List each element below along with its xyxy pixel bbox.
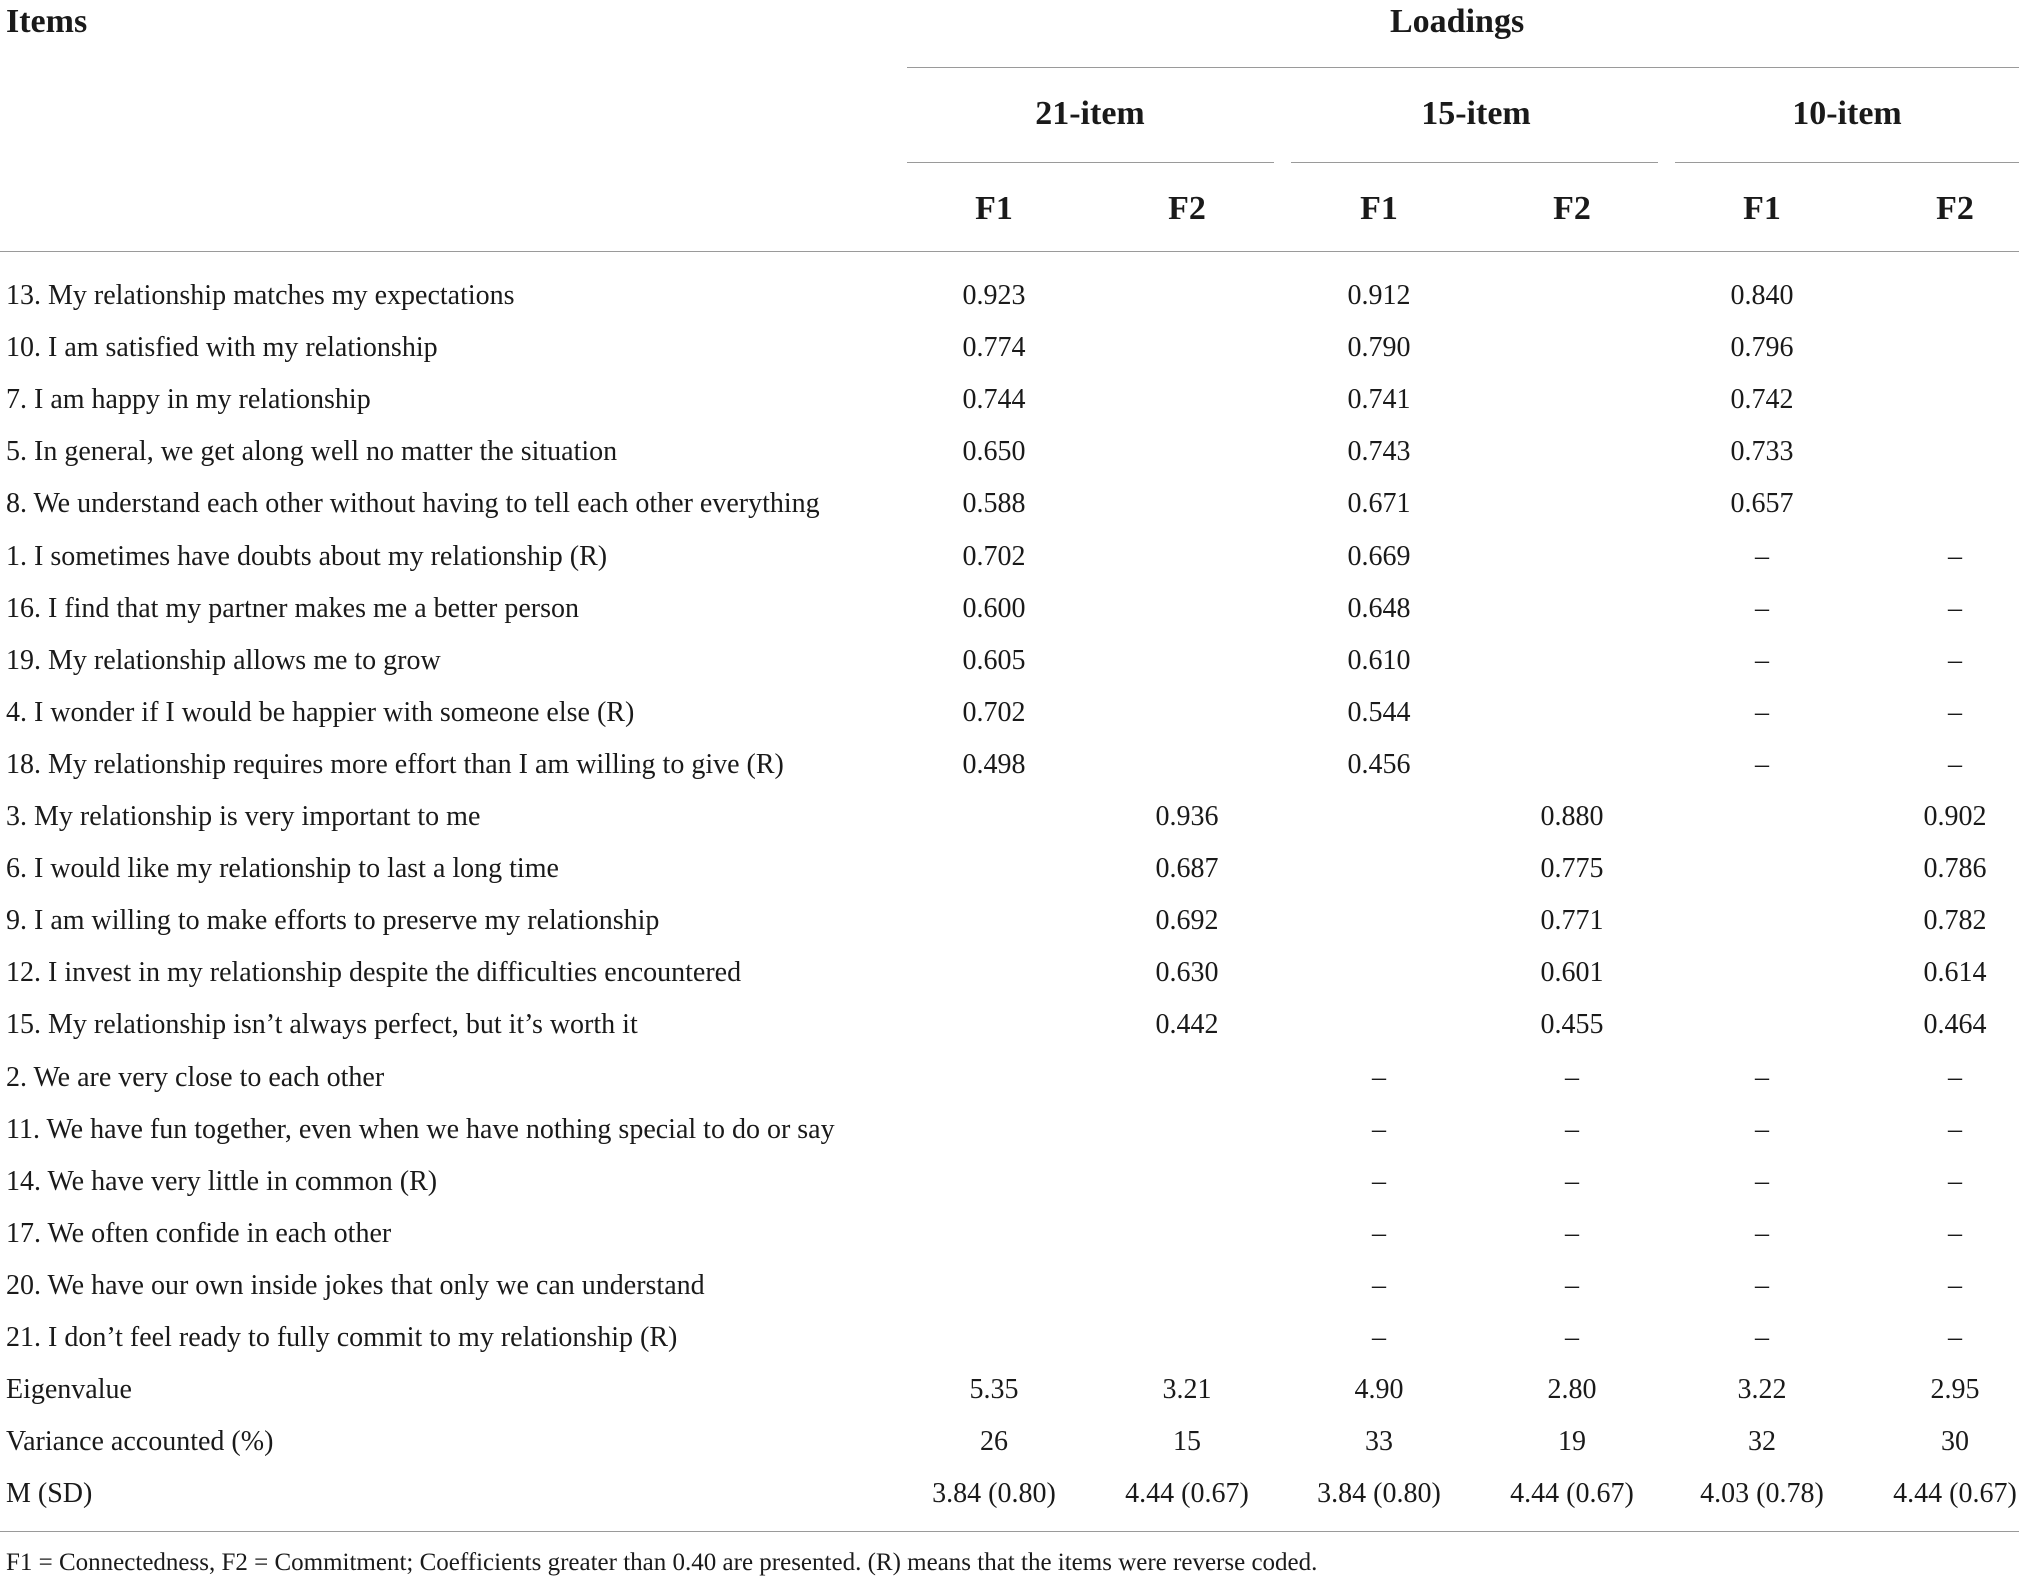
loading-cell: –	[1565, 1270, 1579, 1301]
row-label: 6. I would like my relationship to last a long time	[6, 853, 559, 884]
loading-cell: 2.95	[1930, 1374, 1980, 1405]
loading-cell: 26	[980, 1426, 1008, 1457]
factor-header-15-f1: F1	[1360, 190, 1398, 227]
row-label: 17. We often confide in each other	[6, 1218, 392, 1249]
loading-cell: –	[1565, 1062, 1579, 1093]
loading-cell: 4.44 (0.67)	[1893, 1478, 2017, 1509]
loading-cell: 0.610	[1347, 645, 1411, 676]
row-label: 11. We have fun together, even when we have nothing special to do or say	[6, 1114, 835, 1145]
row-label: M (SD)	[6, 1478, 93, 1509]
loading-cell: –	[1948, 1322, 1962, 1353]
loading-cell: 0.588	[962, 488, 1026, 519]
loading-cell: 0.692	[1155, 905, 1219, 936]
loading-cell: 0.902	[1923, 801, 1987, 832]
loading-cell: –	[1948, 1114, 1962, 1145]
row-label: Variance accounted (%)	[6, 1426, 274, 1457]
loading-cell: –	[1755, 541, 1769, 572]
loading-cell: 33	[1365, 1426, 1393, 1457]
loading-cell: –	[1565, 1114, 1579, 1145]
loading-cell: 0.650	[962, 436, 1026, 467]
loading-cell: 0.790	[1347, 332, 1411, 363]
loading-cell: 15	[1173, 1426, 1201, 1457]
loading-cell: 0.687	[1155, 853, 1219, 884]
factor-header-15-f2: F2	[1553, 190, 1591, 227]
loading-cell: –	[1755, 645, 1769, 676]
row-label: 13. My relationship matches my expectations	[6, 280, 515, 311]
loading-cell: 0.657	[1730, 488, 1794, 519]
loading-cell: 0.880	[1540, 801, 1604, 832]
factor-header-21-f1: F1	[975, 190, 1013, 227]
group-header-21-item: 21-item	[1035, 95, 1145, 132]
loading-cell: –	[1948, 1062, 1962, 1093]
row-label: 7. I am happy in my relationship	[6, 384, 371, 415]
group-header-10-item: 10-item	[1792, 95, 1902, 132]
row-label: 4. I wonder if I would be happier with someone else (R)	[6, 697, 635, 728]
row-label: 1. I sometimes have doubts about my relationship (R)	[6, 541, 608, 572]
row-label: 20. We have our own inside jokes that only we can understand	[6, 1270, 705, 1301]
loading-cell: 0.669	[1347, 541, 1411, 572]
row-label: 2. We are very close to each other	[6, 1062, 385, 1093]
loading-cell: –	[1755, 1218, 1769, 1249]
row-label: 5. In general, we get along well no matter the situation	[6, 436, 618, 467]
loading-cell: 0.744	[962, 384, 1026, 415]
loading-cell: 0.605	[962, 645, 1026, 676]
loading-cell: –	[1755, 1270, 1769, 1301]
factor-header-10-f1: F1	[1743, 190, 1781, 227]
loadings-rule	[907, 67, 2019, 68]
loading-cell: 0.743	[1347, 436, 1411, 467]
loading-cell: –	[1948, 1218, 1962, 1249]
loading-cell: 0.601	[1540, 957, 1604, 988]
row-label: 12. I invest in my relationship despite the difficulties encountered	[6, 957, 742, 988]
row-label: 18. My relationship requires more effort than I am willing to give (R)	[6, 749, 784, 780]
loading-cell: 0.544	[1347, 697, 1411, 728]
loading-cell: 0.648	[1347, 593, 1411, 624]
loading-cell: –	[1372, 1114, 1386, 1145]
row-label: 9. I am willing to make efforts to preserve my relationship	[6, 905, 660, 936]
loading-cell: 32	[1748, 1426, 1776, 1457]
loading-cell: –	[1755, 697, 1769, 728]
loading-cell: –	[1372, 1270, 1386, 1301]
loading-cell: 0.733	[1730, 436, 1794, 467]
loading-cell: –	[1948, 697, 1962, 728]
loading-cell: 0.774	[962, 332, 1026, 363]
factor-header-21-f2: F2	[1168, 190, 1206, 227]
loading-cell: –	[1565, 1218, 1579, 1249]
row-label: 16. I find that my partner makes me a better person	[6, 593, 580, 624]
loading-cell: 3.84 (0.80)	[1317, 1478, 1441, 1509]
loading-cell: 0.455	[1540, 1009, 1604, 1040]
table-bottom-rule	[0, 1531, 2019, 1532]
loading-cell: –	[1948, 1270, 1962, 1301]
loading-cell: –	[1372, 1062, 1386, 1093]
loading-cell: –	[1755, 593, 1769, 624]
loading-cell: 0.742	[1730, 384, 1794, 415]
loading-cell: –	[1372, 1166, 1386, 1197]
loading-cell: –	[1755, 1166, 1769, 1197]
loading-cell: –	[1948, 1166, 1962, 1197]
loading-cell: 19	[1558, 1426, 1586, 1457]
loading-cell: 3.84 (0.80)	[932, 1478, 1056, 1509]
loading-cell: 0.796	[1730, 332, 1794, 363]
loading-cell: 0.702	[962, 697, 1026, 728]
row-label: 10. I am satisfied with my relationship	[6, 332, 438, 363]
loading-cell: –	[1755, 1322, 1769, 1353]
loading-cell: 0.771	[1540, 905, 1604, 936]
loading-cell: 0.614	[1923, 957, 1987, 988]
table-footnote: F1 = Connectedness, F2 = Commitment; Coefficients greater than 0.40 are presented. (R) means that the items were reverse coded.	[6, 1549, 1318, 1576]
loading-cell: 0.671	[1347, 488, 1411, 519]
loading-cell: 30	[1941, 1426, 1969, 1457]
row-label: 14. We have very little in common (R)	[6, 1166, 438, 1197]
loading-cell: 5.35	[969, 1374, 1019, 1405]
row-label: 19. My relationship allows me to grow	[6, 645, 441, 676]
loading-cell: 0.456	[1347, 749, 1411, 780]
loading-cell: 4.44 (0.67)	[1510, 1478, 1634, 1509]
header-bottom-rule	[0, 251, 2019, 252]
loading-cell: –	[1755, 1114, 1769, 1145]
row-label: 3. My relationship is very important to me	[6, 801, 481, 832]
loading-cell: 0.702	[962, 541, 1026, 572]
loading-cell: 0.630	[1155, 957, 1219, 988]
loading-cell: –	[1565, 1322, 1579, 1353]
loading-cell: –	[1565, 1166, 1579, 1197]
row-label: 8. We understand each other without having to tell each other everything	[6, 488, 820, 519]
items-header: Items	[6, 3, 88, 40]
factor-header-10-f2: F2	[1936, 190, 1974, 227]
loading-cell: 2.80	[1547, 1374, 1597, 1405]
loading-cell: 0.775	[1540, 853, 1604, 884]
loading-cell: 0.786	[1923, 853, 1987, 884]
group-rule-10-item	[1675, 162, 2019, 163]
loading-cell: –	[1372, 1322, 1386, 1353]
loading-cell: 4.90	[1354, 1374, 1404, 1405]
loading-cell: –	[1755, 1062, 1769, 1093]
loading-cell: –	[1948, 541, 1962, 572]
group-header-15-item: 15-item	[1421, 95, 1531, 132]
group-rule-15-item	[1291, 162, 1658, 163]
row-label: Eigenvalue	[6, 1374, 132, 1405]
loading-cell: 0.840	[1730, 280, 1794, 311]
loading-cell: 4.44 (0.67)	[1125, 1478, 1249, 1509]
loading-cell: –	[1372, 1218, 1386, 1249]
row-label: 15. My relationship isn’t always perfect, but it’s worth it	[6, 1009, 638, 1040]
loading-cell: –	[1755, 749, 1769, 780]
loading-cell: 0.936	[1155, 801, 1219, 832]
loading-cell: 0.600	[962, 593, 1026, 624]
loading-cell: –	[1948, 645, 1962, 676]
loading-cell: 0.442	[1155, 1009, 1219, 1040]
loading-cell: 0.912	[1347, 280, 1411, 311]
loading-cell: –	[1948, 749, 1962, 780]
loading-cell: 4.03 (0.78)	[1700, 1478, 1824, 1509]
loading-cell: 3.22	[1737, 1374, 1787, 1405]
loading-cell: 0.741	[1347, 384, 1411, 415]
loading-cell: 0.923	[962, 280, 1026, 311]
loading-cell: 0.498	[962, 749, 1026, 780]
loading-cell: 0.464	[1923, 1009, 1987, 1040]
group-rule-21-item	[907, 162, 1274, 163]
loading-cell: 3.21	[1162, 1374, 1212, 1405]
loadings-header: Loadings	[1390, 3, 1525, 40]
row-label: 21. I don’t feel ready to fully commit to my relationship (R)	[6, 1322, 678, 1353]
loading-cell: 0.782	[1923, 905, 1987, 936]
loading-cell: –	[1948, 593, 1962, 624]
